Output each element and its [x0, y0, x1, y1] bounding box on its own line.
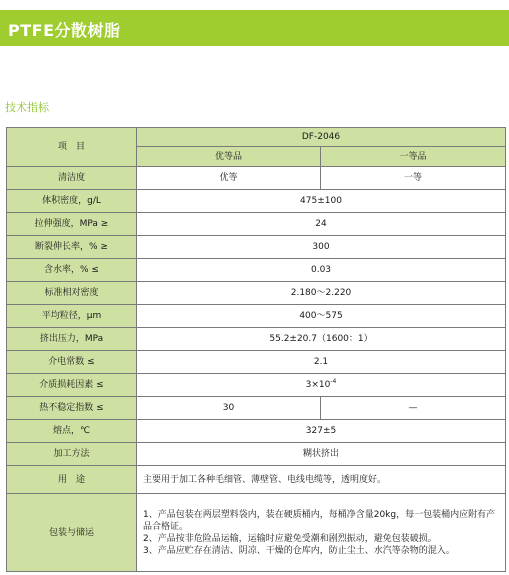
row-label: 挤出压力，MPa	[7, 328, 137, 351]
table-row	[7, 443, 506, 466]
table-row	[7, 374, 506, 397]
row-label: 体积密度，g/L	[7, 190, 137, 213]
table-row	[7, 328, 506, 351]
table-row	[7, 190, 506, 213]
row-value: 475±100	[137, 190, 506, 213]
value-exponent: -4	[330, 378, 337, 385]
row-value: 2.1	[137, 351, 506, 374]
row-label: 断裂伸长率，% ≥	[7, 236, 137, 259]
spec-table	[6, 127, 506, 572]
table-row	[7, 236, 506, 259]
grade-premium-header: 优等品	[137, 147, 321, 167]
table-row	[7, 259, 506, 282]
item-header-cell: 项 目	[7, 128, 137, 167]
table-row	[7, 213, 506, 236]
row-label: 介质损耗因素 ≤	[7, 374, 137, 397]
row-value-first: —	[321, 397, 506, 420]
row-value-premium: 优等	[137, 167, 321, 190]
table-row	[7, 351, 506, 374]
row-value: 400～575	[137, 305, 506, 328]
table-row	[7, 167, 506, 190]
row-label: 含水率，% ≤	[7, 259, 137, 282]
table-row	[7, 494, 506, 572]
row-label: 热不稳定指数 ≤	[7, 397, 137, 420]
row-label: 平均粒径，μm	[7, 305, 137, 328]
row-value: 0.03	[137, 259, 506, 282]
packaging-note: 2、产品按非危险品运输，运输时应避免受潮和剧烈振动，避免包装破损。	[143, 533, 437, 544]
packaging-notes	[137, 494, 506, 572]
row-value	[137, 374, 506, 397]
row-value: 2.180～2.220	[137, 282, 506, 305]
grade-first-header: 一等品	[321, 147, 506, 167]
row-label: 加工方法	[7, 443, 137, 466]
table-row	[7, 397, 506, 420]
table-row	[7, 305, 506, 328]
row-label: 清洁度	[7, 167, 137, 190]
section-title: 技术指标	[5, 101, 49, 114]
title-bar	[0, 10, 509, 46]
value-mantissa: 3×10	[305, 380, 331, 390]
usage-text: 主要用于加工各种毛细管、薄壁管、电线电缆等，透明度好。	[137, 466, 506, 494]
row-label: 拉伸强度，MPa ≥	[7, 213, 137, 236]
table-row	[7, 282, 506, 305]
table-row	[7, 420, 506, 443]
row-value: 300	[137, 236, 506, 259]
row-label: 介电常数 ≤	[7, 351, 137, 374]
table-row	[7, 466, 506, 494]
page-title: PTFE分散树脂	[8, 21, 121, 40]
model-header-cell: DF-2046	[137, 128, 506, 147]
row-value-first: 一等	[321, 167, 506, 190]
row-label: 标准相对密度	[7, 282, 137, 305]
row-label: 熔点，℃	[7, 420, 137, 443]
row-value: 55.2±20.7（1600：1）	[137, 328, 506, 351]
packaging-note: 3、产品应贮存在清洁、阴凉、干燥的仓库内，防止尘土、水汽等杂物的混入。	[143, 545, 455, 556]
row-value: 糊状挤出	[137, 443, 506, 466]
packaging-label: 包装与储运	[7, 494, 137, 572]
row-label: 用 途	[7, 466, 137, 494]
packaging-note: 1、产品包装在两层塑料袋内，装在硬质桶内，每桶净含量20kg，每一包装桶内应附有产品合格证。	[143, 509, 496, 532]
row-value: 24	[137, 213, 506, 236]
row-value-premium: 30	[137, 397, 321, 420]
row-value: 327±5	[137, 420, 506, 443]
